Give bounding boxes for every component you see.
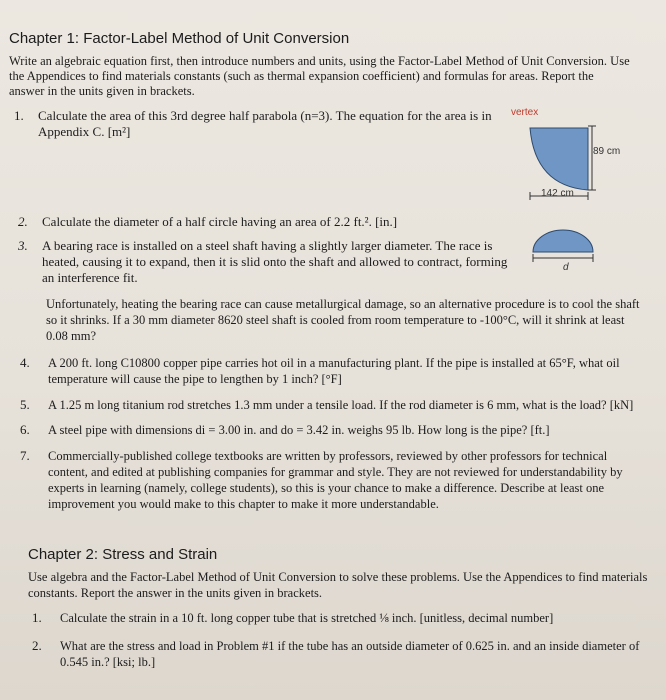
problem1-line2: Appendix C. [m²] — [38, 124, 131, 139]
problem3-cont-line2: so it shrinks. If a 30 mm diameter 8620 steel shaft is cooled from room temperature to -100°C, will it shrink at least — [46, 313, 625, 327]
ch2-problem1-line1: Calculate the strain in a 10 ft. long copper tube that is stretched ⅛ inch. [unitless, decimal number] — [60, 611, 554, 625]
problem3-line1: A bearing race is installed on a steel shaft having a slightly larger diameter. The race is — [42, 238, 493, 253]
chapter1-intro-line2: the Appendices to find materials constants (such as thermal expansion coefficient) and formulas for areas. Report the — [9, 69, 594, 83]
problem7-line3: experts in learning (namely, college students), so this is your chance to make a difference. Describe at least one — [48, 481, 605, 495]
chapter1-title: Chapter 1: Factor-Label Method of Unit Conversion — [9, 30, 350, 47]
chapter2-intro-line1: Use algebra and the Factor-Label Method of Unit Conversion to solve these problems. Use the Appendices to find materials — [28, 570, 648, 584]
problem4-line1: A 200 ft. long C10800 copper pipe carries hot oil in a manufacturing plant. If the pipe is installed at 65°F, what oil — [48, 356, 620, 370]
chapter1-intro-line3: answer in the units given in brackets. — [9, 84, 195, 98]
problem1-number: 1. — [14, 108, 24, 123]
chapter2-title: Chapter 2: Stress and Strain — [28, 546, 218, 563]
chapter1-intro-line1: Write an algebraic equation first, then introduce numbers and units, using the Factor-Label Method of Unit Conversion. Use — [9, 54, 630, 68]
problem5-line1: A 1.25 m long titanium rod stretches 1.3 mm under a tensile load. If the rod diameter is 6 mm, what is the load? [kN] — [48, 398, 634, 412]
problem7-line2: content, and edited at publishing companies for grammar and style. They are not reviewed for understandability by — [48, 465, 623, 479]
problem7-line1: Commercially-published college textbooks are written by professors, reviewed by other professors for technical — [48, 449, 608, 463]
problem2-line1: Calculate the diameter of a half circle having an area of 2.2 ft.². [in.] — [42, 214, 398, 229]
problem3-number: 3. — [18, 238, 28, 253]
half-circle-shape — [533, 230, 593, 252]
problem3-cont-line3: 0.08 mm? — [46, 329, 96, 343]
width-label: 142 cm — [541, 188, 574, 199]
vertex-label: vertex — [511, 107, 539, 118]
problem4-number: 4. — [20, 355, 30, 370]
problem5-number: 5. — [20, 397, 30, 412]
diameter-label: d — [563, 262, 569, 273]
ch2-problem2-line2: 0.545 in.? [ksi; lb.] — [60, 655, 156, 669]
problem2-number: 2. — [18, 214, 28, 229]
ch2-problem1-number: 1. — [32, 610, 42, 625]
ch2-problem2-number: 2. — [32, 638, 42, 653]
chapter2-intro-line2: constants. Report the answer in the units given in brackets. — [28, 586, 323, 600]
half-circle-figure — [525, 222, 605, 267]
problem7-number: 7. — [20, 448, 30, 463]
problem3-line3: an interference fit. — [42, 270, 138, 285]
problem6-line1: A steel pipe with dimensions di = 3.00 in. and do = 3.42 in. weighs 95 lb. How long is the pipe? [ft.] — [48, 423, 550, 437]
problem6-number: 6. — [20, 422, 30, 437]
ch2-problem2-line1: What are the stress and load in Problem #1 if the tube has an outside diameter of 0.625 in. and an inside diameter of — [60, 639, 640, 653]
problem4-line2: temperature will cause the pipe to lengthen by 1 inch? [°F] — [48, 372, 342, 386]
problem3-cont-line1: Unfortunately, heating the bearing race can cause metallurgical damage, so an alternative procedure is to cool the shaft — [46, 297, 640, 311]
parabola-shape — [530, 128, 588, 190]
problem7-line4: improvement you would make to this chapter to make it more understandable. — [48, 497, 439, 511]
height-label: 89 cm — [593, 146, 621, 157]
problem1-line1: Calculate the area of this 3rd degree half parabola (n=3). The equation for the area is in — [38, 108, 492, 123]
problem3-line2: heated, causing it to expand, then it is slid onto the shaft and allowed to contract, forming — [42, 254, 508, 269]
